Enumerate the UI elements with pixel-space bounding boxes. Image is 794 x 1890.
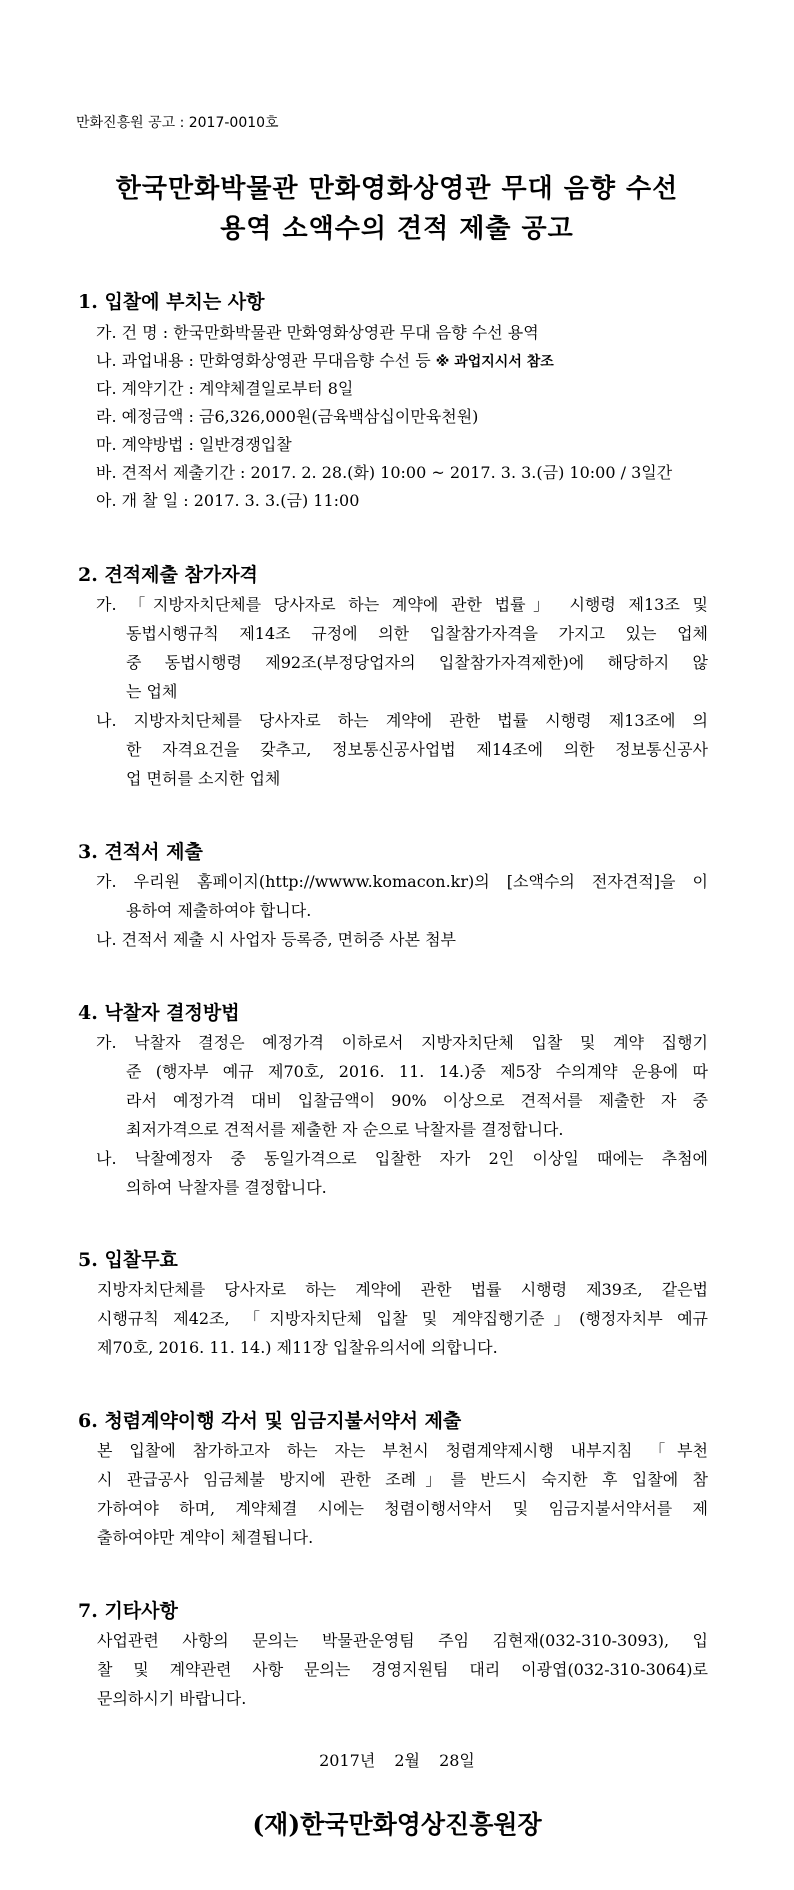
section-2-heading: 2. 견적제출 참가자격 <box>78 564 258 586</box>
section-5-paragraph-line: 제70호, 2016. 11. 14.) 제11장 입찰유의서에 의합니다. <box>97 1338 498 1357</box>
section-4-item-line: 나. 낙찰예정자 중 동일가격으로 입찰한 자가 2인 이상일 때에는 추첨에 <box>96 1149 708 1168</box>
document-title-line-1: 한국만화박물관 만화영화상영관 무대 음향 수선 <box>115 174 679 204</box>
item-value: 2017. 2. 28.(화) 10:00 ~ 2017. 3. 3.(금) 10:00 / 3일간 <box>250 463 673 482</box>
item-label: 가. 건 명 : <box>96 323 174 342</box>
notice-number: 만화진흥원 공고 : 2017-0010호 <box>76 115 279 131</box>
section-3-heading: 3. 견적서 제출 <box>78 841 203 863</box>
item-value: 2017. 3. 3.(금) 11:00 <box>193 491 360 510</box>
item-label: 라. 예정금액 : <box>96 407 200 426</box>
section-1-item <box>96 432 292 455</box>
section-2-item-line: 업 면허를 소지한 업체 <box>126 769 281 788</box>
section-2-item-line: 동법시행규칙 제14조 규정에 의한 입찰참가자격을 가지고 있는 업체 <box>126 624 708 643</box>
section-6-paragraph-line: 시 관급공사 임금체불 방지에 관한 조례」를 반드시 숙지한 후 입찰에 참 <box>97 1470 708 1489</box>
section-1-heading: 1. 입찰에 부치는 사항 <box>78 291 265 313</box>
announcement-date: 2017년 2월 28일 <box>319 1751 475 1770</box>
section-4-heading: 4. 낙찰자 결정방법 <box>78 1002 240 1024</box>
item-note: ※ 과업지시서 참조 <box>435 354 554 370</box>
section-1-item <box>96 348 554 371</box>
section-1-item <box>96 488 359 511</box>
item-value: 금6,326,000원(금육백삼십이만육천원) <box>199 407 479 426</box>
section-4-item-line: 의하여 낙찰자를 결정합니다. <box>126 1178 327 1197</box>
section-6-paragraph-line: 가하여야 하며, 계약체결 시에는 청렴이행서약서 및 임금지불서약서를 제 <box>97 1499 708 1518</box>
section-4-item-line: 가. 낙찰자 결정은 예정가격 이하로서 지방자치단체 입찰 및 계약 집행기 <box>96 1033 708 1052</box>
section-1-item <box>96 404 478 427</box>
section-2-item-line: 나. 지방자치단체를 당사자로 하는 계약에 관한 법률 시행령 제13조에 의 <box>96 711 708 730</box>
section-7-heading: 7. 기타사항 <box>78 1600 178 1622</box>
item-value: 만화영화상영관 무대음향 수선 등 <box>199 351 436 370</box>
section-1-item <box>96 460 672 483</box>
section-2-item-line: 한 자격요건을 갖추고, 정보통신공사업법 제14조에 의한 정보통신공사 <box>126 740 708 759</box>
item-value: 일반경쟁입찰 <box>199 435 292 454</box>
document-title-line-2: 용역 소액수의 견적 제출 공고 <box>220 214 574 244</box>
section-1-item <box>96 320 539 343</box>
section-5-heading: 5. 입찰무효 <box>78 1249 178 1271</box>
issuer-signature: (재)한국만화영상진흥원장 <box>252 1810 542 1839</box>
item-label: 아. 개 찰 일 : <box>96 491 194 510</box>
section-4-item-line: 준 (행자부 예규 제70호, 2016. 11. 14.)중 제5장 수의계약 운용에 따 <box>126 1062 708 1081</box>
section-7-paragraph-line: 문의하시기 바랍니다. <box>97 1689 247 1708</box>
item-label: 마. 계약방법 : <box>96 435 200 454</box>
item-label: 나. 과업내용 : <box>96 351 200 370</box>
section-2-item-line: 중 동법시행령 제92조(부정당업자의 입찰참가자격제한)에 해당하지 않 <box>126 653 708 672</box>
item-label: 바. 견적서 제출기간 : <box>96 463 251 482</box>
item-value: 한국만화박물관 만화영화상영관 무대 음향 수선 용역 <box>173 323 539 342</box>
section-5-paragraph-line: 시행규칙 제42조, 「지방자치단체 입찰 및 계약집행기준」(행정자치부 예규 <box>97 1309 708 1328</box>
section-2-item-line: 는 업체 <box>126 682 178 701</box>
section-2-item-line: 가. 「지방자치단체를 당사자로 하는 계약에 관한 법률」 시행령 제13조 및 <box>96 595 708 614</box>
section-4-item-line: 라서 예정가격 대비 입찰금액이 90% 이상으로 견적서를 제출한 자 중 <box>126 1091 708 1110</box>
section-5-paragraph-line: 지방자치단체를 당사자로 하는 계약에 관한 법률 시행령 제39조, 같은법 <box>97 1280 708 1299</box>
section-1-item <box>96 376 353 399</box>
section-4-item-line: 최저가격으로 견적서를 제출한 자 순으로 낙찰자를 결정합니다. <box>126 1120 564 1139</box>
section-3-item-line: 용하여 제출하여야 합니다. <box>126 901 312 920</box>
section-6-heading: 6. 청렴계약이행 각서 및 임금지불서약서 제출 <box>78 1410 462 1432</box>
section-6-paragraph-line: 본 입찰에 참가하고자 하는 자는 부천시 청렴계약제시행 내부지침 「부천 <box>97 1441 708 1460</box>
section-3-item-line: 나. 견적서 제출 시 사업자 등록증, 면허증 사본 첨부 <box>96 930 456 949</box>
item-value: 계약체결일로부터 8일 <box>199 379 354 398</box>
item-label: 다. 계약기간 : <box>96 379 200 398</box>
section-3-item-line: 가. 우리원 홈페이지(http://wwww.komacon.kr)의 [소액수의 전자견적]을 이 <box>96 872 708 891</box>
section-7-paragraph-line: 사업관련 사항의 문의는 박물관운영팀 주임 김현재(032-310-3093), 입 <box>97 1631 708 1650</box>
section-6-paragraph-line: 출하여야만 계약이 체결됩니다. <box>97 1528 314 1547</box>
section-7-paragraph-line: 찰 및 계약관련 사항 문의는 경영지원팀 대리 이광엽(032-310-3064)로 <box>97 1660 708 1679</box>
